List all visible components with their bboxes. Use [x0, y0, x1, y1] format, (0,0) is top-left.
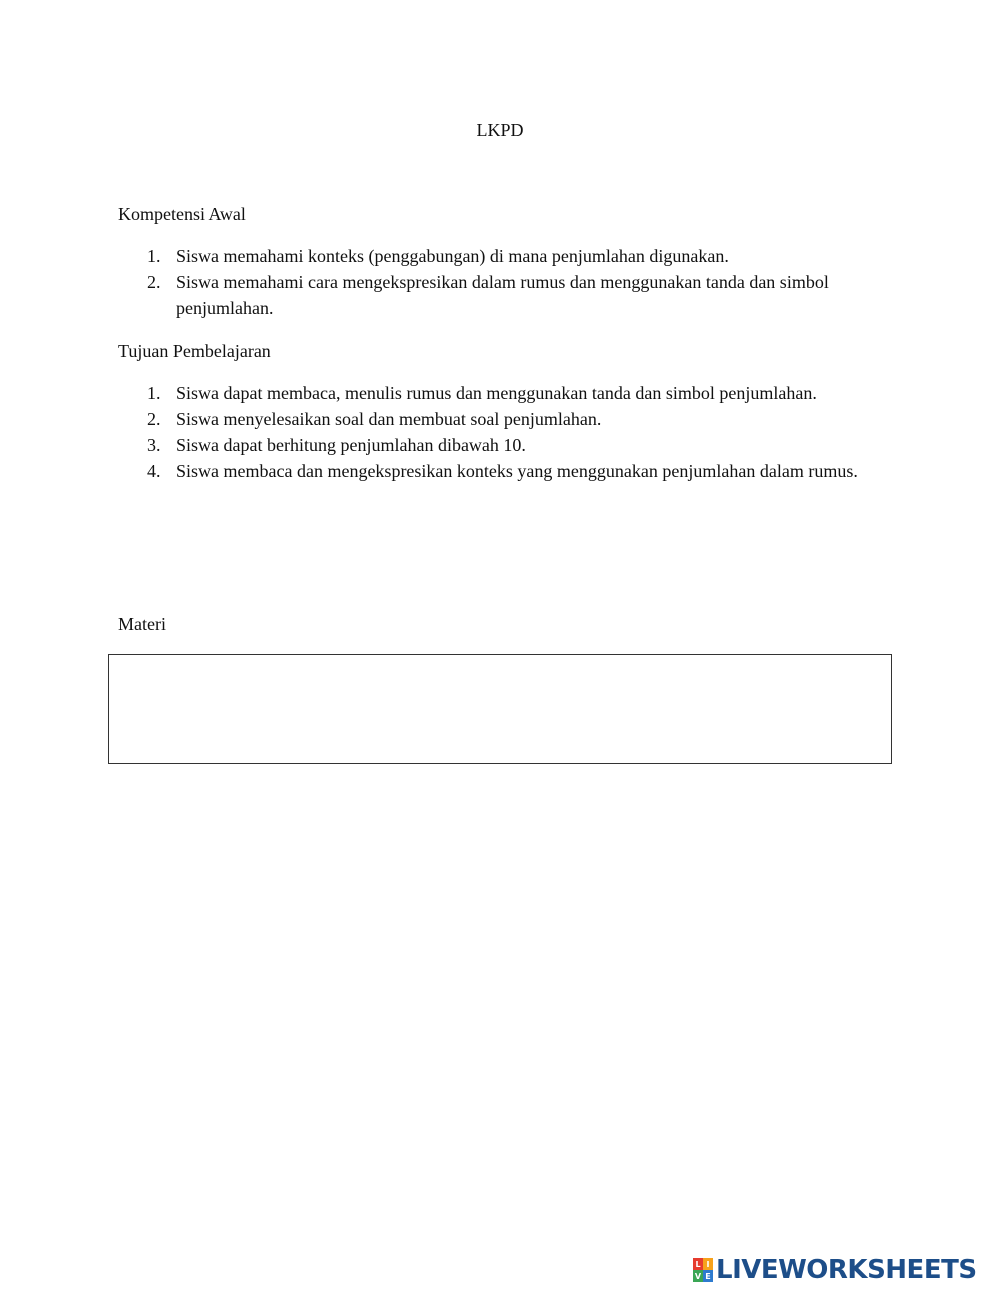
logo-icon-cell: L [693, 1258, 703, 1270]
list-text: Siswa membaca dan mengekspresikan konteks yang menggunakan penjumlahan dalam rumus. [176, 461, 858, 481]
list-text: Siswa dapat berhitung penjumlahan dibawah 10. [176, 435, 526, 455]
list-text: Siswa dapat membaca, menulis rumus dan menggunakan tanda dan simbol penjumlahan. [176, 383, 817, 403]
liveworksheets-logo [693, 1255, 977, 1285]
list-number: 1. [147, 383, 161, 403]
list-text: Siswa memahami cara mengekspresikan dalam rumus dan menggunakan tanda dan simbol penjumlahan. [176, 272, 829, 318]
list-number: 4. [147, 461, 161, 481]
logo-icon-cell: V [694, 1271, 702, 1281]
kompetensi-list [140, 243, 885, 321]
list-text: Siswa menyelesaikan soal dan membuat soal penjumlahan. [176, 409, 602, 429]
materi-answer-box[interactable] [108, 654, 892, 764]
list-item [140, 406, 885, 432]
heading-materi: Materi [118, 614, 166, 634]
liveworksheets-logo-icon [693, 1258, 713, 1282]
logo-icon-cell: I [703, 1258, 713, 1270]
list-number: 1. [147, 246, 161, 266]
page-title: LKPD [476, 120, 524, 140]
list-item [140, 458, 885, 484]
list-item [140, 269, 885, 321]
heading-tujuan-pembelajaran: Tujuan Pembelajaran [118, 341, 271, 361]
heading-kompetensi-awal: Kompetensi Awal [118, 204, 246, 224]
list-item [140, 380, 885, 406]
list-item [140, 432, 885, 458]
liveworksheets-logo-text: LIVEWORKSHEETS [716, 1255, 977, 1285]
list-number: 2. [147, 409, 161, 429]
tujuan-list [140, 380, 885, 484]
list-number: 2. [147, 272, 161, 292]
list-number: 3. [147, 435, 161, 455]
logo-icon-cell: E [703, 1270, 713, 1282]
list-item [140, 243, 885, 269]
list-text: Siswa memahami konteks (penggabungan) di mana penjumlahan digunakan. [176, 246, 729, 266]
